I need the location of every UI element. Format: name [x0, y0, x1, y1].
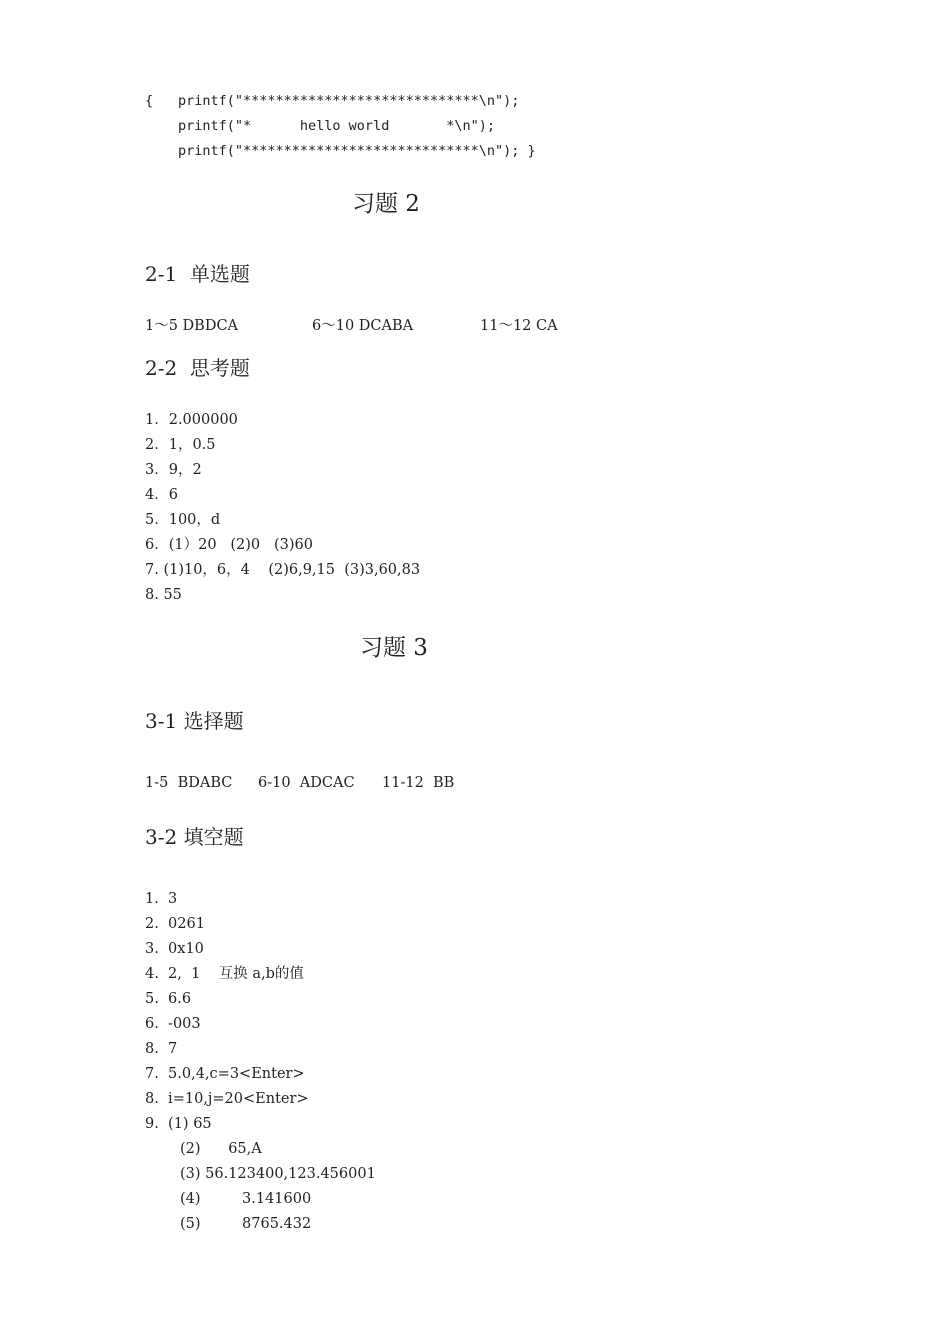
- code-line: printf("*****************************\n"); }: [178, 143, 536, 159]
- code-line: printf("* hello world *\n");: [178, 118, 495, 134]
- list-item: 3. 0x10: [145, 941, 204, 957]
- list-item: 7. (1)10，6，4 (2)6,9,15 (3)3,60,83: [145, 562, 421, 578]
- list-item: 2. 0261: [145, 916, 205, 932]
- list-item: 8. 55: [145, 587, 182, 603]
- section-3-2-heading: 3-2 填空题: [145, 825, 244, 849]
- answer-range: 1-5 BDABC: [145, 775, 233, 791]
- answer-range: 1～5 DBDCA: [145, 318, 239, 334]
- section-2-1-heading: 2-1 单选题: [145, 262, 250, 286]
- answer-range: 11～12 CA: [480, 318, 558, 334]
- answer-range: 6-10 ADCAC: [258, 775, 355, 791]
- list-item: 1．2.000000: [145, 412, 238, 428]
- list-item: 9. (1) 65: [145, 1116, 212, 1132]
- list-item: 4. 2, 1 互换 a,b的值: [145, 966, 304, 982]
- list-item: 6．(1）20 (2)0 (3)60: [145, 537, 313, 553]
- list-item: 2．1，0.5: [145, 437, 216, 453]
- list-subitem: (3) 56.123400,123.456001: [180, 1166, 376, 1182]
- list-item: 5. 6.6: [145, 991, 192, 1007]
- list-subitem: (2) 65,A: [180, 1141, 262, 1157]
- list-item: 8. 7: [145, 1041, 178, 1057]
- section-3-1-heading: 3-1 选择题: [145, 709, 244, 733]
- exercise-2-title: 习题 2: [352, 191, 420, 217]
- section-2-2-heading: 2-2 思考题: [145, 356, 250, 380]
- list-item: 8. i=10,j=20<Enter>: [145, 1091, 309, 1107]
- exercise-3-title: 习题 3: [360, 635, 428, 661]
- list-subitem: (4) 3.141600: [180, 1191, 312, 1207]
- list-item: 5．100，d: [145, 512, 221, 528]
- list-item: 3．9，2: [145, 462, 202, 478]
- list-subitem: (5) 8765.432: [180, 1216, 312, 1232]
- list-item: 1. 3: [145, 891, 178, 907]
- code-brace-open: {: [145, 93, 154, 109]
- answer-range: 11-12 BB: [382, 775, 455, 791]
- list-item: 6. -003: [145, 1016, 201, 1032]
- code-line: printf("*****************************\n");: [178, 93, 520, 109]
- list-item: 7. 5.0,4,c=3<Enter>: [145, 1066, 305, 1082]
- list-item: 4．6: [145, 487, 178, 503]
- answer-range: 6～10 DCABA: [312, 318, 414, 334]
